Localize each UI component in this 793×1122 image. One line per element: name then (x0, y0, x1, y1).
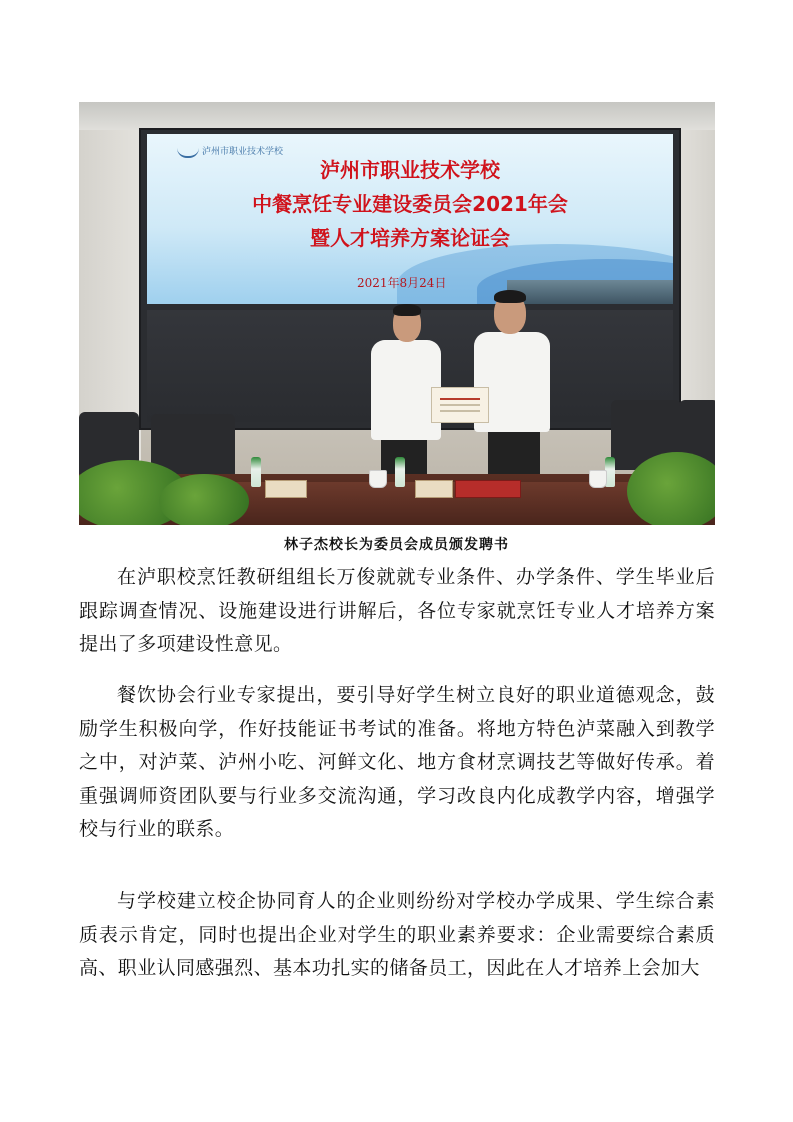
banner-date: 2021年8月24日 (357, 276, 447, 290)
tea-cup-2 (589, 470, 607, 488)
banner-title-1: 泸州市职业技术学校 (320, 158, 500, 182)
certificate (431, 387, 489, 423)
banner-title-2: 中餐烹饪专业建设委员会2021年会 (252, 192, 568, 216)
school-logo-text: 泸州市职业技术学校 (202, 147, 284, 157)
screen-banner (147, 134, 673, 304)
plant-right (627, 452, 715, 525)
nameplate-1 (265, 480, 307, 498)
red-folder (455, 480, 521, 498)
tea-cup-1 (369, 470, 387, 488)
banner-city-skyline (507, 280, 673, 304)
paragraph-1: 在泸职校烹饪教研组组长万俊就就专业条件、办学条件、学生毕业后跟踪调查情况、设施建设进行讲解后，各位专家就烹饪专业人才培养方案提出了多项建设性意见。 (79, 566, 715, 655)
plant-left-2 (159, 474, 249, 525)
banner-title-3: 暨人才培养方案论证会 (310, 226, 510, 250)
person-right-hair (494, 290, 526, 303)
person-left-hair (393, 304, 421, 316)
nameplate-2 (415, 480, 453, 498)
water-bottle-2 (395, 457, 405, 487)
event-photo (79, 102, 715, 525)
paragraph-2: 餐饮协会行业专家提出，要引导好学生树立良好的职业道德观念，鼓励学生积极向学，作好技能证书考试的准备。将地方特色泸菜融入到教学之中，对泸菜、泸州小吃、河鲜文化、地方食材烹调技艺等做好传承。着重强调师资团队要与行业多交流沟通，学习改良内化成教学内容，增强学校与行业的联系。 (79, 684, 715, 840)
photo-caption: 林子杰校长为委员会成员颁发聘书 (284, 537, 509, 553)
water-bottle-1 (251, 457, 261, 487)
paragraph-3: 与学校建立校企协同育人的企业则纷纷对学校办学成果、学生综合素质表示肯定，同时也提出企业对学生的职业素养要求：企业需要综合素质高、职业认同感强烈、基本功扎实的储备员工，因此在人才培养上会加大 (79, 890, 715, 979)
ceiling (79, 102, 715, 130)
